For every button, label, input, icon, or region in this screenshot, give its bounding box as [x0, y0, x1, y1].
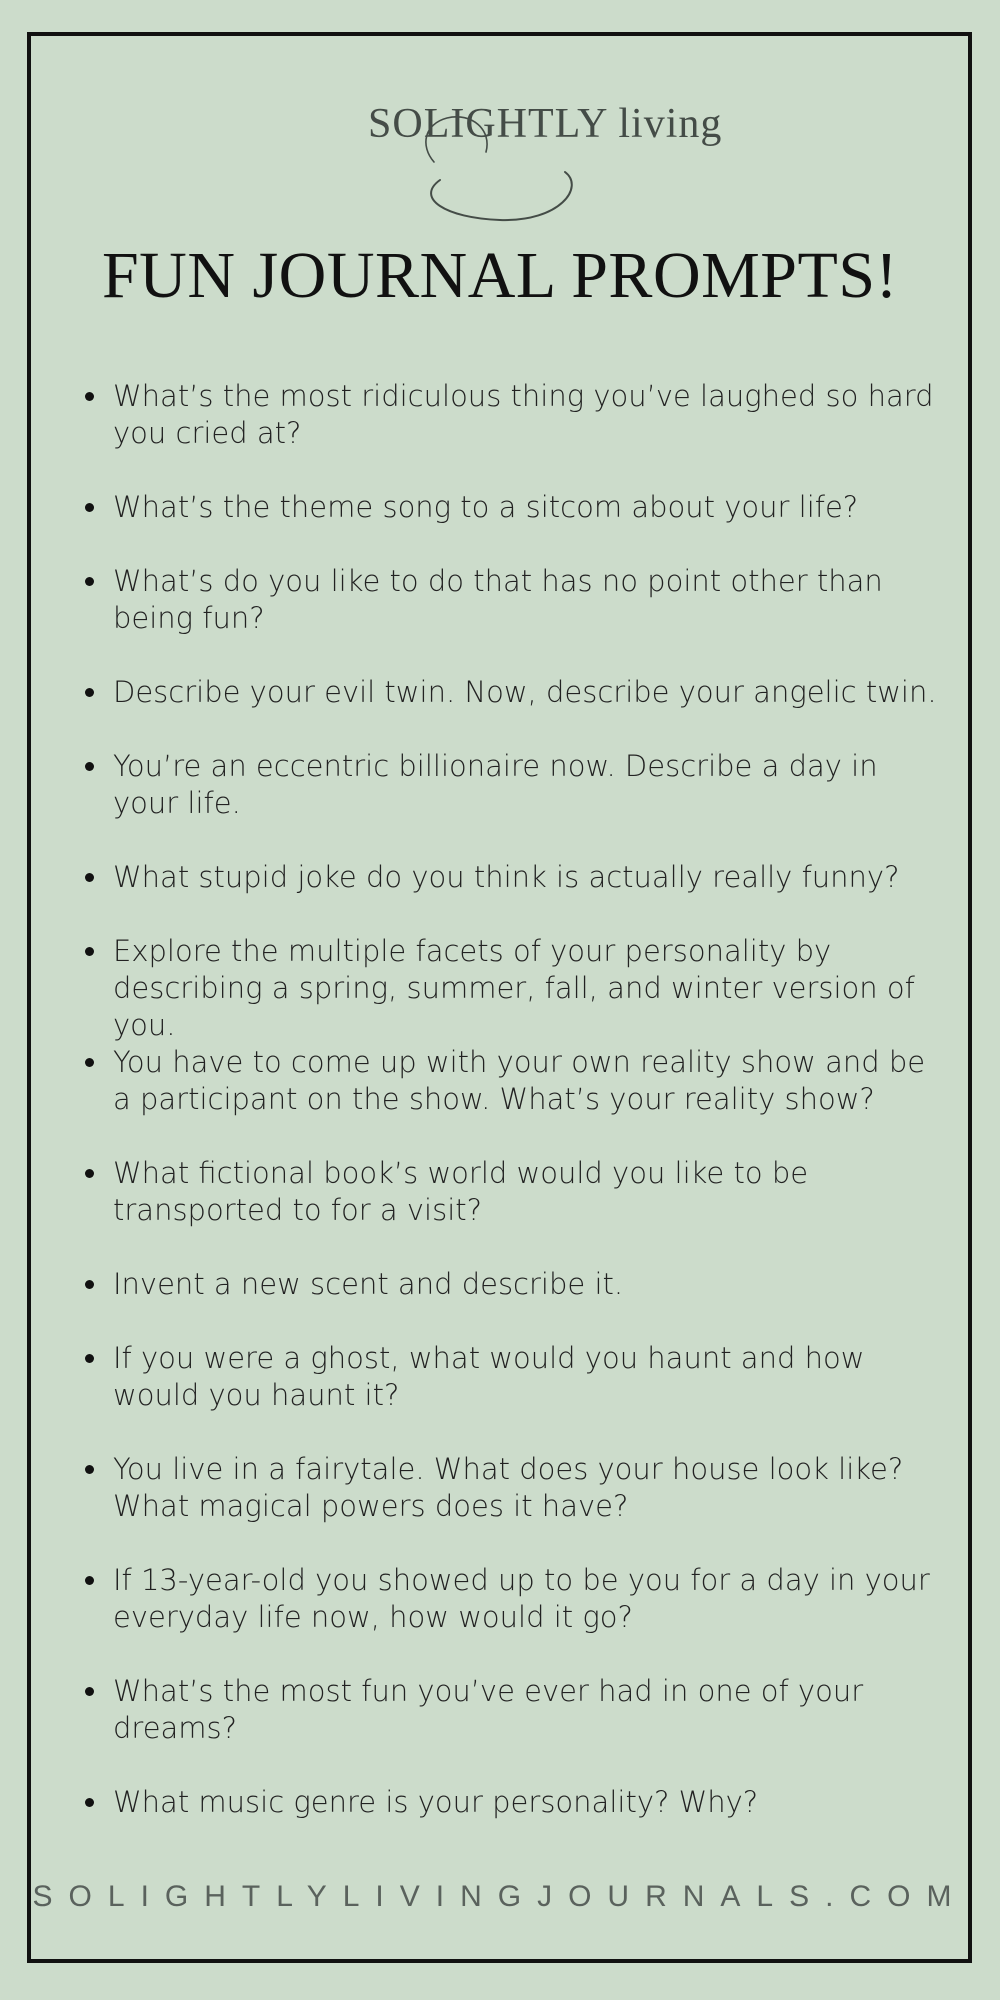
prompt-item-3: [113, 563, 943, 637]
website-footer: SOLIGHTLYLIVINGJOURNALS.COM: [32, 1880, 968, 1913]
bullet-icon: [85, 577, 94, 586]
prompt-text: What stupid joke do you think is actually really funny?: [113, 860, 900, 894]
prompt-item-4: [113, 674, 943, 711]
prompt-item-11: [113, 1340, 943, 1414]
page-title: FUN JOURNAL PROMPTS!: [101, 239, 899, 312]
prompt-item-8: [113, 1044, 943, 1118]
bullet-icon: [85, 1169, 94, 1178]
prompt-text: What’s the most fun you’ve ever had in one of your dreams?: [113, 1674, 864, 1745]
prompt-item-10: [113, 1266, 943, 1303]
bullet-icon: [85, 1687, 94, 1696]
prompt-text: You’re an eccentric billionaire now. Describe a day in your life.: [113, 749, 878, 820]
prompt-item-5: [113, 748, 943, 822]
bullet-icon: [85, 1798, 94, 1807]
prompt-text: If you were a ghost, what would you haunt and how would you haunt it?: [113, 1341, 865, 1412]
bullet-icon: [85, 688, 94, 697]
prompt-item-2: [113, 489, 943, 526]
bullet-icon: [85, 503, 94, 512]
prompt-text: You live in a fairytale. What does your house look like? What magical powers does it have?: [113, 1452, 904, 1523]
prompt-text: Describe your evil twin. Now, describe your angelic twin.: [113, 675, 937, 709]
prompt-text: Invent a new scent and describe it.: [113, 1267, 624, 1301]
prompt-text: What music genre is your personality? Why?: [113, 1785, 759, 1819]
bullet-icon: [85, 1576, 94, 1585]
prompt-item-7: [113, 933, 943, 1044]
prompt-item-1: [113, 378, 943, 452]
logo-text: SOLIGHTLY living: [368, 101, 723, 147]
bullet-icon: [85, 1280, 94, 1289]
prompt-item-9: [113, 1155, 943, 1229]
prompt-item-6: [113, 859, 943, 896]
bullet-icon: [85, 762, 94, 771]
bullet-icon: [85, 1465, 94, 1474]
bullet-icon: [85, 1058, 94, 1067]
bullet-icon: [85, 392, 94, 401]
prompt-text: You have to come up with your own reality show and be a participant on the show. What’s your reality show?: [113, 1045, 926, 1116]
bullet-icon: [85, 947, 94, 956]
prompt-text: What’s the most ridiculous thing you’ve laughed so hard you cried at?: [113, 379, 934, 450]
bullet-icon: [85, 873, 94, 882]
prompt-item-13: [113, 1562, 943, 1636]
prompt-item-15: [113, 1784, 943, 1821]
prompt-item-12: [113, 1451, 943, 1525]
prompt-text: If 13-year-old you showed up to be you for a day in your everyday life now, how would it go?: [113, 1563, 930, 1634]
prompt-text: Explore the multiple facets of your personality by describing a spring, summer, fall, and winter version of you.: [113, 934, 915, 1042]
prompt-text: What’s do you like to do that has no point other than being fun?: [113, 564, 883, 635]
brand-logo: [350, 82, 723, 232]
prompt-item-14: [113, 1673, 943, 1747]
prompt-text: What fictional book’s world would you like to be transported to for a visit?: [113, 1156, 809, 1227]
prompt-text: What’s the theme song to a sitcom about your life?: [113, 490, 859, 524]
bullet-icon: [85, 1354, 94, 1363]
